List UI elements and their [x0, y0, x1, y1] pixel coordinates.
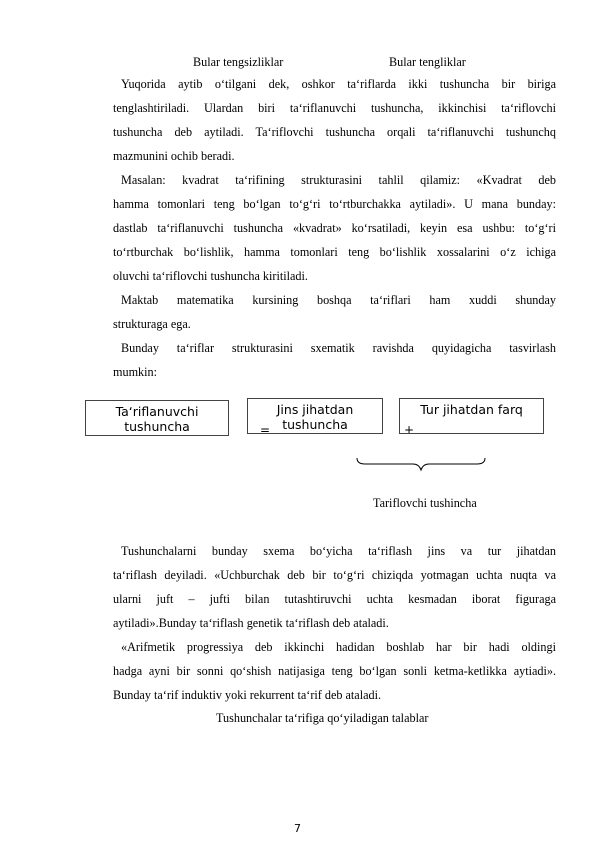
brace-label: Tariflovchi tushincha	[373, 496, 477, 510]
para3-line2: strukturaga ega.	[113, 317, 191, 331]
box-genus-concept-line2: tushuncha	[282, 417, 348, 432]
para5-line3: ularni juft – jufti bilan tutashtiruvchi uchta kesmadan iborat figuraga	[113, 592, 556, 606]
equals-sign: =	[260, 423, 271, 434]
heading-inequalities: Bular tengsizliklar	[193, 55, 284, 69]
para1-line1: Yuqorida aytib o‘tilgani dek, oshkor ta‘riflarda ikki tushuncha bir biriga	[121, 77, 556, 91]
para6-line1: «Arifmetik progressiya deb ikkinchi hadidan boshlab har bir hadi oldingi	[121, 640, 556, 654]
para2-line1: Masalan: kvadrat ta‘rifining strukturasini tahlil qilamiz: «Kvadrat deb	[121, 173, 556, 187]
box-defined-concept	[85, 400, 229, 436]
para3-line1: Maktab matematika kursining boshqa ta‘riflari ham xuddi shunday	[121, 293, 556, 307]
box-genus-concept-line1: Jins jihatdan	[276, 402, 354, 417]
box-defined-concept-line2: tushuncha	[124, 419, 190, 434]
box-species-difference	[399, 398, 544, 434]
grouping-brace-icon	[355, 457, 487, 473]
para1-line4: mazmunini ochib beradi.	[113, 149, 235, 163]
para6-line3: Bunday ta‘rif induktiv yoki rekurrent ta‘rif deb ataladi.	[113, 688, 382, 702]
page-number: 7	[294, 822, 301, 835]
para5-line1: Tushunchalarni bunday sxema bo‘yicha ta‘riflash jins va tur jihatdan	[121, 544, 556, 558]
box-species-difference-line1: Tur jihatdan farq	[420, 402, 523, 417]
box-genus-concept	[247, 398, 383, 434]
para4-line1: Bunday ta‘riflar strukturasini sxematik ravishda quyidagicha tasvirlash	[121, 341, 556, 355]
para4-line2: mumkin:	[113, 365, 158, 379]
section-subheading: Tushunchalar ta‘rifiga qo‘yiladigan talablar	[216, 711, 429, 725]
para1-line3: tushuncha deb aytiladi. Ta‘riflovchi tushuncha orqali ta‘riflanuvchi tushunchq	[113, 125, 556, 139]
box-defined-concept-line1: Ta‘riflanuvchi	[115, 404, 199, 419]
para2-line3: dastlab ta‘riflanuvchi tushuncha «kvadrat» ko‘rsatiladi, keyin esa ushbu: to‘g‘ri	[113, 221, 556, 235]
para5-line4: aytiladi».Bunday ta‘riflash genetik ta‘riflash deb ataladi.	[113, 616, 389, 630]
heading-equalities: Bular tengliklar	[389, 55, 466, 69]
para2-line4: to‘rtburchak bo‘lishlik, hamma tomonlari teng bo‘lishlik xossalarini o‘z ichiga	[113, 245, 556, 259]
para5-line2: ta‘riflash deyiladi. «Uchburchak deb bir to‘g‘ri chiziqda yotmagan uchta nuqta va	[113, 568, 556, 582]
para2-line2: hamma tomonlari teng bo‘lgan to‘g‘ri to‘rtburchakka aytiladi». U mana bunday:	[113, 197, 556, 211]
plus-sign: +	[404, 423, 415, 434]
para6-line2: hadga ayni bir sonni qo‘shish natijasiga teng bo‘lgan sonli ketma-ketlikka aytiadi».	[113, 664, 556, 678]
para2-line5: oluvchi ta‘riflovchi tushuncha kiritiladi.	[113, 269, 308, 283]
para1-line2: tenglashtiriladi. Ulardan biri ta‘riflanuvchi tushuncha, ikkinchisi ta‘riflovchi	[113, 101, 556, 115]
